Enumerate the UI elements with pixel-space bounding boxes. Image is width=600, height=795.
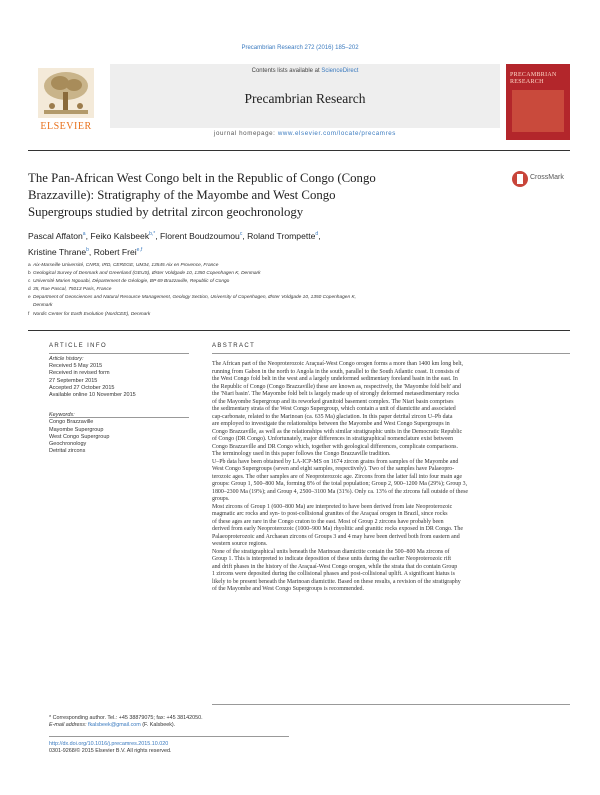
abstract-line: Group 1. This is interpreted to indicate deposition of these units during the earlier Neoproterozoic rift [212,556,452,563]
affiliation-text: Aix-Marseille Université, CNRS, IRD, CEREGE, UM34, 13545 Aix en Provence, France [33,263,219,268]
affiliation-text: Geological Survey of Denmark and Greenland (GEUS), Øster Voldgade 10, 1350 Copenhagen K, Denmark [33,271,261,277]
article-info-heading: ARTICLE INFO [49,343,108,349]
abstract-end-rule [212,704,570,705]
journal-cover-thumbnail[interactable] [506,64,570,140]
affiliation-list [28,262,548,319]
doi-link[interactable]: http://dx.doi.org/10.1016/j.precamres.2015.10.020 [49,741,169,747]
affiliation [28,286,548,294]
abstract-line: derived from early Neoproterozoic (1000–900 Ma) rhyolitic and granitic rocks exposed in DR Congo. The [212,526,463,533]
contents-availability [110,68,500,74]
email-note [49,722,449,729]
affiliation [28,278,548,286]
journal-name: Precambrian Research [244,91,366,106]
email-label: E-mail address: [49,722,87,728]
title-line: Supergroups studied by detrital zircon geochronology [28,205,304,219]
author-line: Pascal Affaton$^a$, Feiko Kalsbeek$^{b,*}$, Florent Boudzoumou$^c$, Roland Trompette$^d$, [28,230,321,241]
masthead-divider [28,150,570,151]
author-name[interactable]: Pascal Affaton [28,230,83,241]
crossmark-label: CrossMark [530,174,564,181]
sciencedirect-link[interactable]: ScienceDirect [321,68,359,74]
abstract-line: Most zircons of Group 1 (600–800 Ma) are interpreted to have been derived from late Neoproterozoic [212,503,453,510]
abstract-line: The African part of the Neoproterozoic Araçuaí-West Congo orogen forms a more than 1400 km long belt, [212,361,463,367]
publisher-wordmark: ELSEVIER [40,121,92,132]
keywords-block [49,412,189,455]
abstract-line: Congo Brazzaville, as well as the relationships with similar stratigraphic units in the Democratic Republic [212,428,463,435]
journal-homepage [110,130,500,137]
affiliation-text: Denmark [33,303,53,309]
affiliation [28,294,548,302]
history-entry: Received 5 May 2015 [49,363,103,370]
email-owner: (F. Kalsbeek). [140,722,176,728]
keyword: Geochronology [49,441,87,448]
article-history-label: Article history: [49,356,84,362]
crossmark-button[interactable] [512,171,572,189]
abstract-line: of these ages are rare in the Congo craton to the east. Most of Group 2 zircons have probably been [212,518,444,525]
keyword: Congo Brazzaville [49,419,94,426]
section-divider [28,330,570,331]
affiliation-key: d [28,287,31,293]
abstract-line: The terminology used in this paper follows the Congo Brazzaville tradition. [212,451,391,458]
abstract-line: magmatic arc rocks and syn- to post-collisional granites of the Araçuaí orogen in Brazil, since rocks [212,511,448,518]
article-history [49,356,189,399]
abstract-line: the sedimentary strata of the West Congo Supergroup, which contain a unit of diamictite and associated [212,406,456,413]
affiliation-key: c [28,279,31,285]
abstract-line: terozoic ages. The other samples are of Neoproterozoic age. Zircons from the latter fall into four main age [212,473,462,480]
abstract-line: of the Mayombe Supergroup and its reworked granitoid basement complex. The Niari basin comprises [212,398,454,405]
corresponding-author-note: * Corresponding author. Tel.: +45 38879075; fax: +45 38142050. [49,715,203,721]
abstract-line: the West Congo fold belt in the west and a largely undeformed sedimentary foreland basin in the east. In [212,376,458,383]
abstract-line: are employed to investigate the relationships between the Mayombe and West Congo Supergroups in [212,421,450,428]
publisher-logo[interactable] [28,64,104,136]
author-affiliation-marker[interactable]: e,f [136,246,143,253]
abstract-line: 1 zircons were deposited during the collisional phases and post-collisional uplift. A significant hiatus is [212,571,455,578]
affiliation-text: Université Marien Ngouabi, Département de Géologie, BP 69 Brazzaville, Republic of Congo [33,279,230,285]
abstract-line: U–Pb data have been obtained by LA-ICP-MS on 1674 zircon grains from samples of the Mayombe and [212,458,459,465]
author-line: Kristine Thrane$^b$, Robert Frei$^{e,f}$ [28,246,143,257]
abstract-line: the Republic of Congo (Congo Brazzaville) these are known as, respectively, the 'Mayombe fold belt' and [212,383,461,390]
history-entry: 27 September 2015 [49,377,98,384]
affiliation-key: a [28,263,31,268]
keywords-rule [49,417,189,418]
abstract-line: Palaeoproterozoic and Archaean zircons of Groups 3 and 4 may have been derived both from eastern and [212,533,460,540]
abstract-line: West Congo Supergroups (seven and eight samples, respectively). Two of the samples have Palaeopro- [212,466,455,473]
article-info-rule [49,353,189,354]
affiliation [28,262,548,270]
keyword: West Congo Supergroup [49,433,110,440]
author-name[interactable]: Robert Frei [93,246,137,257]
author-affiliation-marker[interactable]: c [239,231,243,237]
affiliation-key: e [28,295,31,301]
history-entry: Available online 10 November 2015 [49,392,136,399]
author-name[interactable]: Feiko Kalsbeek [90,230,150,241]
abstract-rule [212,353,570,354]
keyword: Mayombe Supergroup [49,426,104,433]
affiliation [28,270,548,278]
contents-prefix: Contents lists available at [251,68,320,74]
abstract-line: the 'Niari basin'. The Mayombe fold belt is largely made up of strongly deformed metasedimentary rocks [212,391,460,398]
journal-masthead [28,64,570,143]
affiliation-key: b [28,271,31,277]
author-affiliation-marker[interactable]: b,* [149,231,156,237]
author-name[interactable]: Roland Trompette [247,230,316,241]
affiliation-text: Department of Geosciences and Natural Resource Management, Geology Section, University of Copenhagen, Øster Voldgade 10, 1350 Copenhagen K, [33,295,357,301]
doi-block [49,741,449,755]
history-entry: Received in revised form [49,370,110,377]
abstract-line: cap-carbonate, related to the Marinoan (ca. 635 Ma) glaciation. In this paper detrital zircon U–Pb data [212,413,453,420]
author-list [28,227,488,259]
journal-citation-link[interactable]: Precambrian Research 272 (2016) 185–202 [241,45,359,51]
abstract-body [212,361,570,594]
affiliation [28,311,548,319]
author-name[interactable]: Kristine Thrane [28,246,87,257]
author-affiliation-marker[interactable]: b [86,246,89,253]
affiliation [28,302,548,310]
abstract-line: None of the stratigraphical units beneath the Marinoan diamictite contain the 500–800 Ma zircons of [212,548,450,555]
abstract-line: groups: Group 1, 500–800 Ma, forming 8% of the total population; Group 2, 900–1200 Ma (29%); Group 3, [212,481,468,488]
author-affiliation-marker[interactable]: d [315,231,319,237]
keyword: Detrital zircons [49,448,86,455]
article-title [28,170,478,221]
abstract-line: and drift phases in the history of the Araçuaí-West Congo orogen, while the strata that do contain Group [212,563,458,570]
cover-artwork [512,90,564,132]
abstract-line: groups. [212,496,230,503]
abstract-line: likely to be present beneath the Marinoan diamictite. Based on these results, a revision of the stratigraphy [212,578,461,585]
masthead-banner [110,64,500,128]
footer-rule [49,736,289,737]
homepage-link[interactable]: www.elsevier.com/locate/precamres [277,130,396,137]
homepage-label: journal homepage: [214,130,276,137]
email-link[interactable]: fkalsbeek@gmail.com [87,722,141,728]
abstract-line: Congo Brazzaville and DR Congo which, together with geological differences, complicate comparisons. [212,443,458,450]
abstract-line: 1800–2300 Ma (19%); and Group 4, 2500–3100 Ma (31%). Only ca. 13% of the zircons fall outside of these [212,488,469,495]
history-entry: Accepted 27 October 2015 [49,384,115,391]
abstract-line: of Congo (DR Congo). Unfortunately, major differences in stratigraphical nomenclature exist between [212,436,454,443]
title-line: The Pan-African West Congo belt in the Republic of Congo (Congo [28,171,376,185]
abstract-line: western source regions. [212,541,268,548]
affiliation-text: 35, Rue Pascal, 75013 Paris, France [33,287,112,293]
affiliation-text: Nordic Center for Earth Evolution (NordCEE), Denmark [33,311,151,317]
copyright-notice: 0301-9268/© 2015 Elsevier B.V. All rights reserved. [49,748,172,754]
abstract-line: of the Mayombe and West Congo Supergroups is recommended. [212,586,364,593]
author-affiliation-marker[interactable]: a [82,231,86,237]
author-name[interactable]: Florent Boudzoumou [160,230,240,241]
affiliation-key: f [28,311,30,317]
abstract-line: running from Gabon in the north to Angola in the south, parallel to the South Atlantic coast. It consists of [212,368,460,375]
keywords-label: Keywords: [49,412,75,419]
article-info-column [49,356,189,455]
title-line: Brazzaville): Stratigraphy of the Mayombe and West Congo [28,188,336,202]
footnotes [49,715,449,729]
crossmark-icon [512,171,528,187]
abstract-heading: ABSTRACT [212,343,256,349]
cover-title: PRECAMBRIAN RESEARCH [510,72,557,85]
elsevier-tree-icon [38,68,94,118]
